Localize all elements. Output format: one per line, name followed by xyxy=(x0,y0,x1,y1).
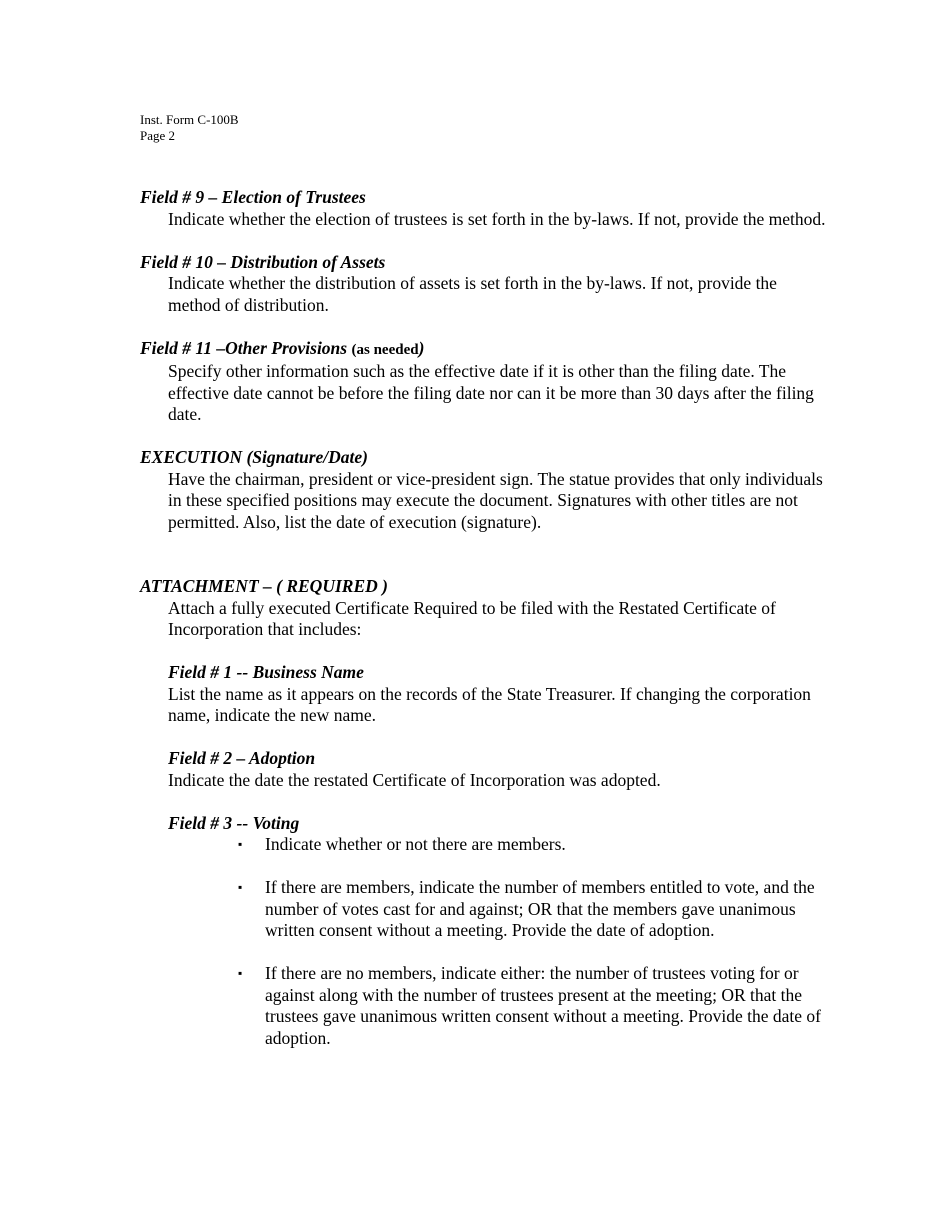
list-item-text: Indicate whether or not there are members. xyxy=(265,834,566,854)
instructions-content xyxy=(140,187,830,1049)
section-execution xyxy=(140,447,830,533)
section-body: Have the chairman, president or vice-president sign. The statue provides that only individuals in these specified positions may execute the document. Signatures with other titles are not permitted. Also, list the date of execution (signature). xyxy=(168,468,823,532)
section-field-11 xyxy=(140,338,830,426)
page-header xyxy=(140,112,239,144)
section-title-note: (as needed xyxy=(351,341,419,358)
list-item-text: If there are members, indicate the number of members entitled to vote, and the number of votes cast for and against; OR that the members gave unanimous written consent without a meeting. Provide the date of adoption. xyxy=(265,877,815,940)
attachment-field-3 xyxy=(168,813,830,835)
attachment-body: Attach a fully executed Certificate Required to be filed with the Restated Certificate of Incorporation that includes: xyxy=(168,597,776,639)
list-item-text: If there are no members, indicate either: the number of trustees voting for or against along with the number of trustees present at the meeting; OR that the trustees gave unanimous written consent without a meeting. Provide the date of adoption. xyxy=(265,963,821,1048)
section-title: EXECUTION (Signature/Date) xyxy=(140,447,369,467)
section-title-close: ) xyxy=(418,337,425,358)
form-number: Inst. Form C-100B xyxy=(140,112,239,127)
page-number: Page 2 xyxy=(140,128,176,143)
attachment-field-body: List the name as it appears on the records of the State Treasurer. If changing the corporation name, indicate the new name. xyxy=(168,683,811,725)
section-attachment xyxy=(140,576,830,1049)
list-item xyxy=(238,877,830,942)
bullet-icon: ▪ xyxy=(238,880,243,894)
voting-bullet-list xyxy=(238,834,830,1049)
section-field-10 xyxy=(140,252,830,317)
section-body: Specify other information such as the effective date if it is other than the filing date. The effective date cannot be before the filing date nor can it be more than 30 days after the filing date. xyxy=(168,361,814,424)
attachment-title: ATTACHMENT – ( REQUIRED ) xyxy=(140,576,388,596)
section-field-9 xyxy=(140,187,830,230)
attachment-field-body: Indicate the date the restated Certificate of Incorporation was adopted. xyxy=(168,769,661,790)
section-title: Field # 10 – Distribution of Assets xyxy=(140,251,386,272)
attachment-field-1 xyxy=(168,662,830,727)
section-body: Indicate whether the election of trustees is set forth in the by-laws. If not, provide the method. xyxy=(168,208,826,229)
attachment-field-title: Field # 2 – Adoption xyxy=(168,748,316,768)
attachment-field-2 xyxy=(168,748,830,791)
list-item xyxy=(238,963,830,1049)
attachment-field-title: Field # 3 -- Voting xyxy=(168,812,300,833)
bullet-icon: ▪ xyxy=(238,966,243,980)
bullet-icon: ▪ xyxy=(238,837,243,851)
attachment-field-title: Field # 1 -- Business Name xyxy=(168,662,364,682)
section-title-text: Field # 11 –Other Provisions xyxy=(140,337,348,358)
section-title: Field # 9 – Election of Trustees xyxy=(140,187,366,207)
section-body: Indicate whether the distribution of assets is set forth in the by-laws. If not, provide the method of distribution. xyxy=(168,273,777,315)
list-item xyxy=(238,834,830,856)
section-title xyxy=(140,338,830,362)
